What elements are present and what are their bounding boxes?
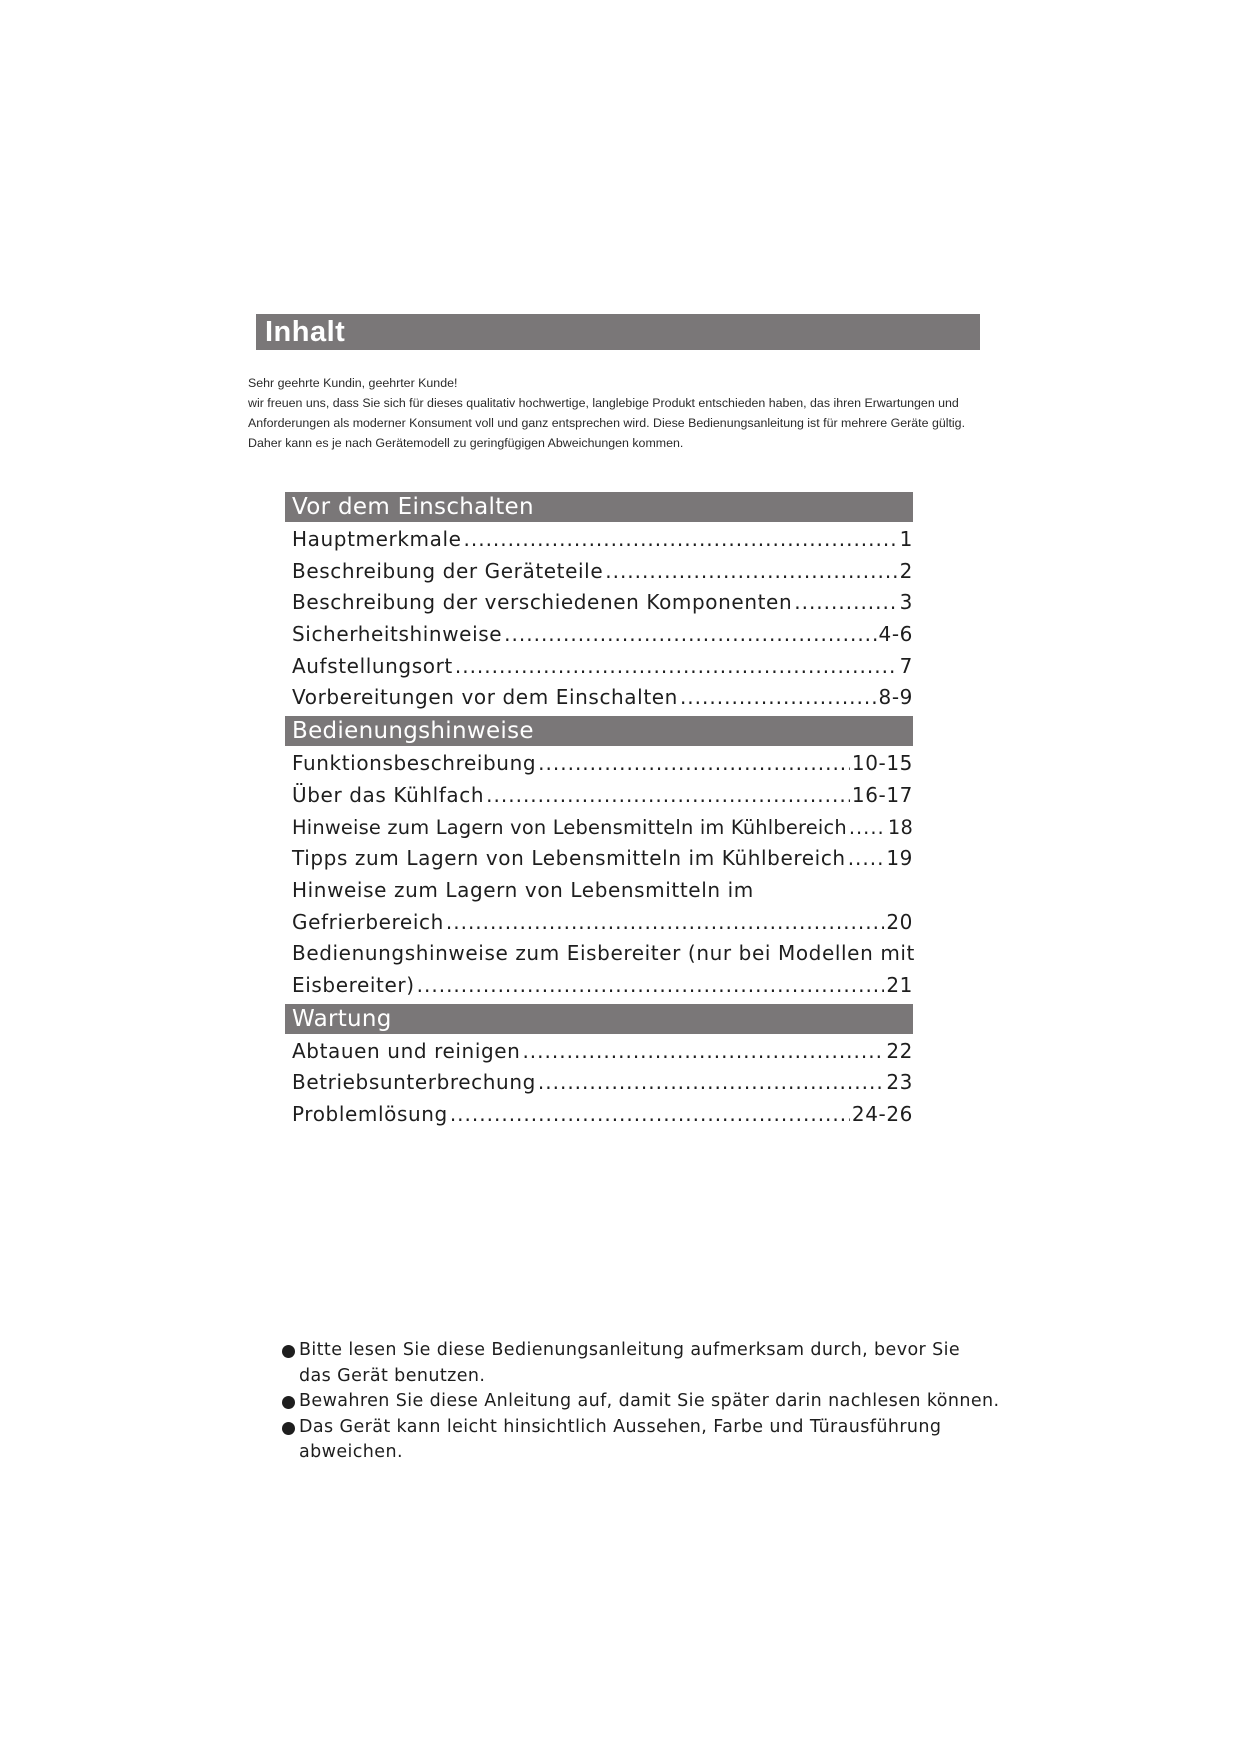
intro-line: Sehr geehrte Kundin, geehrter Kunde! — [248, 376, 458, 390]
leader-dots — [680, 682, 877, 714]
toc-entry-page: 3 — [899, 590, 913, 615]
section-heading-bedienungshinweise: Bedienungshinweise — [285, 716, 913, 746]
bullet-icon — [282, 1345, 295, 1358]
toc-entry — [285, 748, 913, 780]
toc-entry-title: Eisbereiter) — [292, 972, 415, 997]
intro-line: Anforderungen als moderner Konsument voll und ganz entsprechen wird. Diese Bedienungsanleitung ist für mehrere Geräte gültig. — [248, 416, 966, 430]
toc-entry — [285, 812, 913, 844]
toc-entry-title: Beschreibung der Geräteteile — [292, 558, 604, 583]
toc-entry-title: Sicherheitshinweise — [292, 622, 503, 647]
note-line: Bitte lesen Sie diese Bedienungsanleitung aufmerksam durch, bevor Sie — [299, 1340, 961, 1360]
toc-entry-title: Gefrierbereich — [292, 909, 444, 934]
leader-dots — [446, 907, 884, 939]
toc-entry-page: 23 — [886, 1070, 913, 1095]
note-line: Bewahren Sie diese Anleitung auf, damit Sie später darin nachlesen können. — [299, 1391, 1000, 1411]
toc-entry — [285, 907, 913, 939]
notes-list — [282, 1338, 1002, 1466]
section-heading-vor-dem-einschalten: Vor dem Einschalten — [285, 492, 913, 522]
leader-dots — [522, 1036, 884, 1068]
toc-entry — [285, 843, 913, 875]
toc-entry — [285, 556, 913, 588]
toc-entry-title: Abtauen und reinigen — [292, 1038, 521, 1063]
intro-text — [248, 373, 1008, 453]
toc-entry-title: Aufstellungsort — [292, 653, 453, 678]
toc-entry-title: Problemlösung — [292, 1102, 448, 1126]
toc-entry-title: Beschreibung der verschiedenen Komponenten — [292, 590, 793, 615]
leader-dots — [848, 843, 885, 875]
toc-entry-title: Betriebsunterbrechung — [292, 1070, 536, 1095]
toc-entry — [285, 619, 913, 651]
toc-entry-page: 10-15 — [851, 751, 913, 776]
toc-entry-line: Hinweise zum Lagern von Lebensmitteln im — [292, 877, 754, 902]
note-item — [282, 1415, 1002, 1466]
toc-entry-page: 20 — [886, 909, 913, 934]
leader-dots — [538, 748, 850, 780]
toc-entry-title: Tipps zum Lagern von Lebensmitteln im Kühlbereich — [292, 846, 846, 871]
toc-entry — [285, 1099, 913, 1131]
note-line: das Gerät benutzen. — [299, 1365, 486, 1386]
toc-entry-page: 24-26 — [851, 1102, 913, 1126]
toc-entry — [285, 524, 913, 556]
toc-entry — [285, 651, 913, 683]
toc-entry — [285, 587, 913, 619]
leader-dots — [794, 587, 897, 619]
toc-entry-title: Über das Kühlfach — [292, 782, 485, 807]
toc-entry — [285, 780, 913, 812]
leader-dots — [450, 1099, 850, 1131]
toc-entry — [285, 1067, 913, 1099]
toc-entry — [285, 682, 913, 714]
leader-dots — [504, 619, 876, 651]
toc-entry-title: Vorbereitungen vor dem Einschalten — [292, 685, 678, 710]
leader-dots — [464, 524, 898, 556]
leader-dots — [486, 780, 850, 812]
table-of-contents — [285, 490, 916, 1131]
toc-entry-title: Hinweise zum Lagern von Lebensmitteln im Kühlbereich — [292, 815, 847, 839]
toc-entry — [285, 970, 913, 1002]
page-title: Inhalt — [256, 314, 980, 350]
toc-entry-page: 2 — [899, 558, 913, 583]
bullet-icon — [282, 1396, 295, 1409]
toc-entry-title: Hauptmerkmale — [292, 527, 462, 551]
toc-entry-page: 1 — [899, 527, 913, 551]
leader-dots — [849, 812, 886, 844]
leader-dots — [605, 556, 897, 588]
bullet-icon — [282, 1422, 295, 1435]
intro-line: wir freuen uns, dass Sie sich für dieses qualitativ hochwertige, langlebige Produkt entschieden haben, das ihren Erwartungen und — [248, 396, 959, 410]
toc-entry-line: Bedienungshinweise zum Eisbereiter (nur bei Modellen mit — [292, 941, 916, 966]
toc-entry-page: 16-17 — [851, 782, 913, 807]
note-line: abweichen. — [299, 1442, 403, 1462]
toc-entry-page: 22 — [886, 1038, 913, 1063]
toc-entry-page: 18 — [887, 815, 913, 839]
note-item — [282, 1338, 1002, 1389]
leader-dots — [538, 1067, 884, 1099]
toc-entry-page: 19 — [886, 846, 913, 871]
section-heading-wartung: Wartung — [285, 1004, 913, 1034]
toc-entry-page: 8-9 — [878, 685, 913, 710]
note-line: Das Gerät kann leicht hinsichtlich Aussehen, Farbe und Türausführung — [299, 1416, 942, 1437]
intro-line: Daher kann es je nach Gerätemodell zu geringfügigen Abweichungen kommen. — [248, 436, 684, 450]
toc-entry-page: 21 — [886, 972, 913, 997]
toc-entry-title: Funktionsbeschreibung — [292, 751, 537, 776]
toc-entry-page: 7 — [899, 653, 913, 678]
toc-entry — [285, 1036, 913, 1068]
leader-dots — [455, 651, 898, 683]
leader-dots — [417, 970, 885, 1002]
toc-entry-page: 4-6 — [878, 622, 913, 647]
note-item — [282, 1389, 1002, 1415]
